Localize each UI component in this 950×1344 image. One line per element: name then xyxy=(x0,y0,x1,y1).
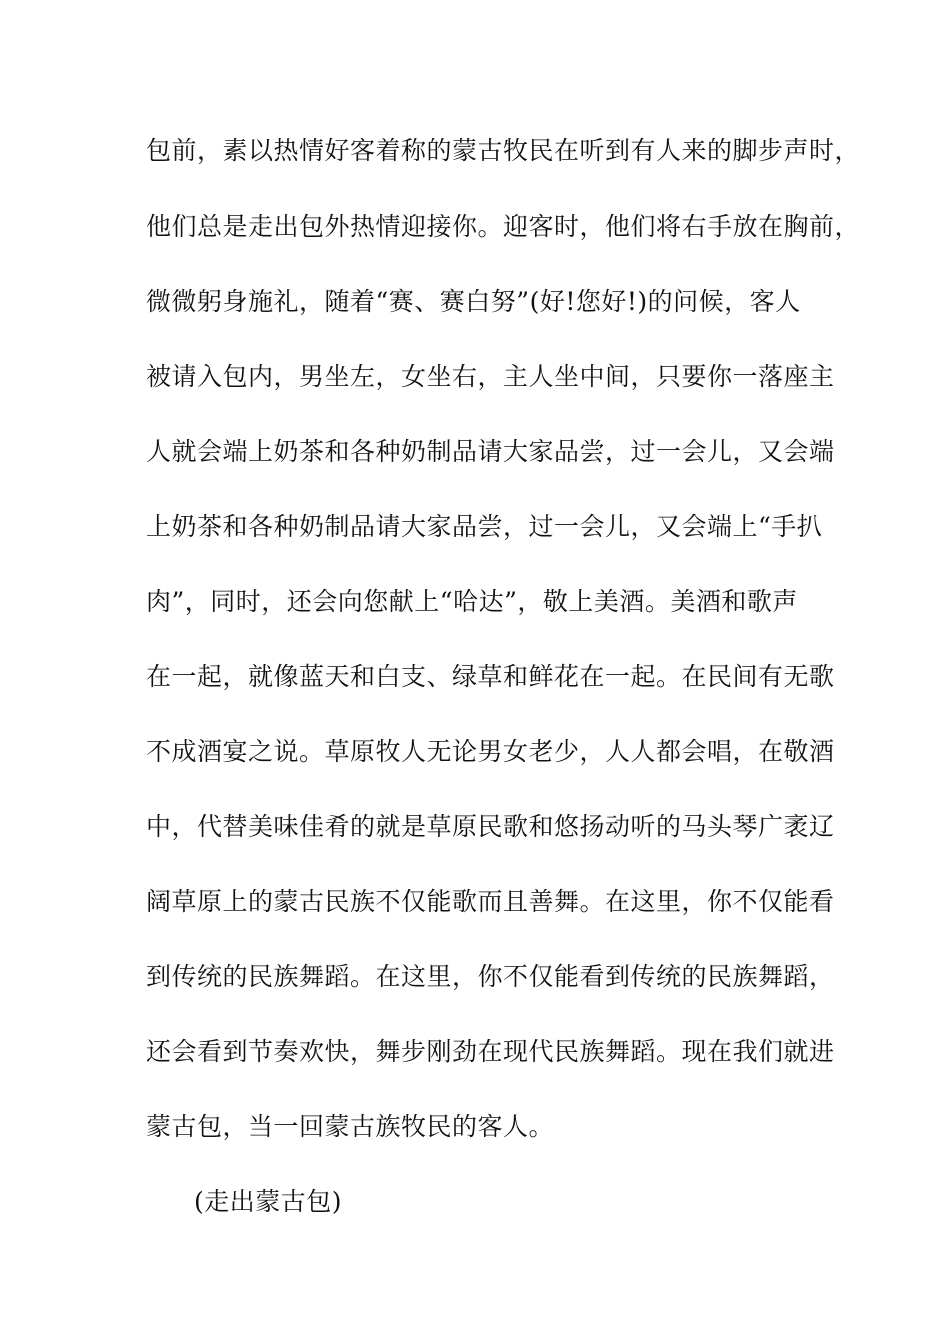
paragraph-line-6: 上奶茶和各种奶制品请大家品尝，过一会儿，又会端上“手扒 xyxy=(146,512,823,541)
paragraph-line-4: 被请入包内，男坐左，女坐右，主人坐中间，只要你一落座主 xyxy=(146,362,835,391)
paragraph-line-2: 他们总是走出包外热情迎接你。迎客时，他们将右手放在胸前， xyxy=(146,212,861,241)
paragraph-line-13: 还会看到节奏欢快，舞步刚劲在现代民族舞蹈。现在我们就进 xyxy=(146,1037,835,1066)
paragraph-line-5: 人就会端上奶茶和各种奶制品请大家品尝，过一会儿，又会端 xyxy=(146,437,835,466)
paragraph-line-14: 蒙古包，当一回蒙古族牧民的客人。 xyxy=(146,1112,555,1141)
paragraph-line-9: 不成酒宴之说。草原牧人无论男女老少，人人都会唱，在敬酒 xyxy=(146,737,835,766)
paragraph-line-11: 阔草原上的蒙古民族不仅能歌而且善舞。在这里，你不仅能看 xyxy=(146,887,835,916)
paragraph-line-1: 包前，素以热情好客着称的蒙古牧民在听到有人来的脚步声时， xyxy=(146,136,861,165)
paragraph-line-12: 到传统的民族舞蹈。在这里，你不仅能看到传统的民族舞蹈， xyxy=(146,962,835,991)
stage-direction: (走出蒙古包) xyxy=(194,1187,343,1216)
paragraph-line-8: 在一起，就像蓝天和白支、绿草和鲜花在一起。在民间有无歌 xyxy=(146,662,835,691)
paragraph-line-7: 肉”，同时，还会向您献上“哈达”，敬上美酒。美酒和歌声 xyxy=(146,587,798,616)
paragraph-line-10: 中，代替美味佳肴的就是草原民歌和悠扬动听的马头琴广袤辽 xyxy=(146,812,835,841)
paragraph-line-3: 微微躬身施礼，随着“赛、赛白努”(好!您好!)的问候，客人 xyxy=(146,287,801,316)
